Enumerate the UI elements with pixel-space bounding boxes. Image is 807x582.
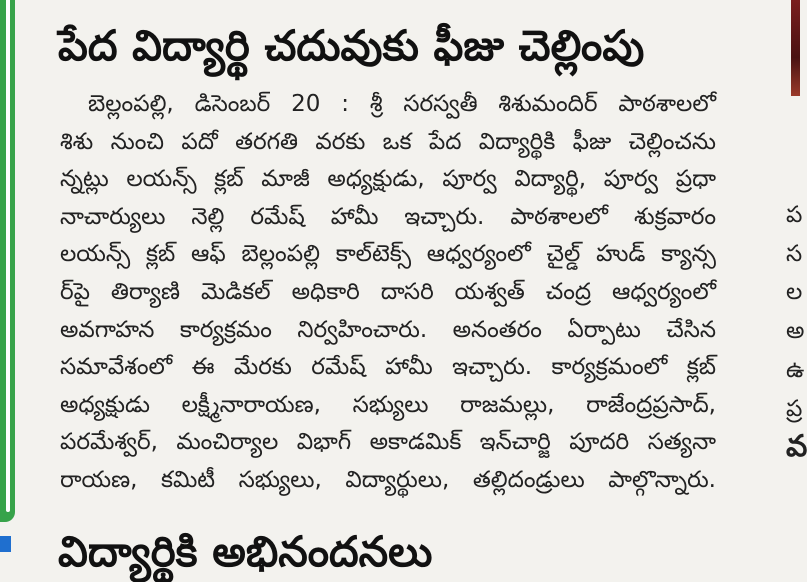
adjacent-headline-fragment: వ — [786, 429, 807, 464]
left-blue-block — [0, 536, 11, 552]
article-line: ర్‌పై తిర్యాణి మెడికల్ అధికారి దాసరి యశ్వత్ చంద్ర ఆధ్వర్యంలో — [60, 278, 716, 305]
left-green-border — [0, 0, 15, 522]
article-line: అధ్యక్షుడు లక్ష్మీనారాయణ, సభ్యులు రాజమల్లు, రాజేంద్రప్రసాద్, — [60, 391, 716, 418]
adjacent-text-fragment: ప్ర — [786, 396, 803, 422]
article-line: శిశు నుంచి పదో తరగతి వరకు ఒక పేద విద్యార్థికి ఫీజు చెల్లించను — [60, 128, 716, 155]
left-border-line — [6, 0, 10, 512]
adjacent-text-fragment: స — [786, 241, 803, 267]
article-headline: పేద విద్యార్థి చదువుకు ఫీజు చెల్లింపు — [58, 21, 645, 70]
adjacent-column — [786, 0, 807, 552]
article-line: లయన్స్ క్లబ్ ఆఫ్ బెల్లంపల్లి కాల్‌టెక్స్ ఆధ్వర్యంలో చైల్డ్ హుడ్ క్యాన్స — [60, 241, 716, 268]
article-body — [60, 86, 716, 506]
news-article — [58, 0, 720, 576]
adjacent-text-fragment: ఉ — [786, 357, 805, 383]
article-line: రాయణ, కమిటీ సభ్యులు, విద్యార్థులు, తల్లిదండ్రులు పాల్గొన్నారు. — [60, 466, 716, 493]
article-line: న్నట్లు లయన్స్ క్లబ్ మాజీ అధ్యక్షుడు, పూర్వ విద్యార్థి, పూర్వ ప్రధా — [60, 166, 716, 193]
article-line: అవగాహన కార్యక్రమం నిర్వహించారు. అనంతరం ఏర్పాటు చేసిన — [60, 316, 716, 343]
article-line: పరమేశ్వర్, మంచిర్యాల విభాగ్ అకాడమిక్ ఇన్‌చార్జి పూదరి సత్యనా — [60, 429, 716, 456]
adjacent-text-fragment: ప — [786, 202, 803, 228]
adjacent-text-fragment: ల — [786, 279, 803, 305]
article-line: నాచార్యులు నెల్లి రమేష్ హామీ ఇచ్చారు. పాఠశాలలో శుక్రవారం — [60, 203, 716, 230]
adjacent-text-fragment: అ — [786, 318, 805, 344]
next-article-headline: విద్యార్థికి అభినందనలు — [58, 527, 433, 576]
adjacent-photo-fragment — [791, 0, 800, 96]
article-line: సమావేశంలో ఈ మేరకు రమేష్ హామీ ఇచ్చారు. కార్యక్రమంలో క్లబ్ — [60, 354, 716, 381]
article-line: బెల్లంపల్లి, డిసెంబర్ 20 : శ్రీ సరస్వతీ శిశుమందిర్ పాఠశాలలో — [88, 91, 716, 117]
